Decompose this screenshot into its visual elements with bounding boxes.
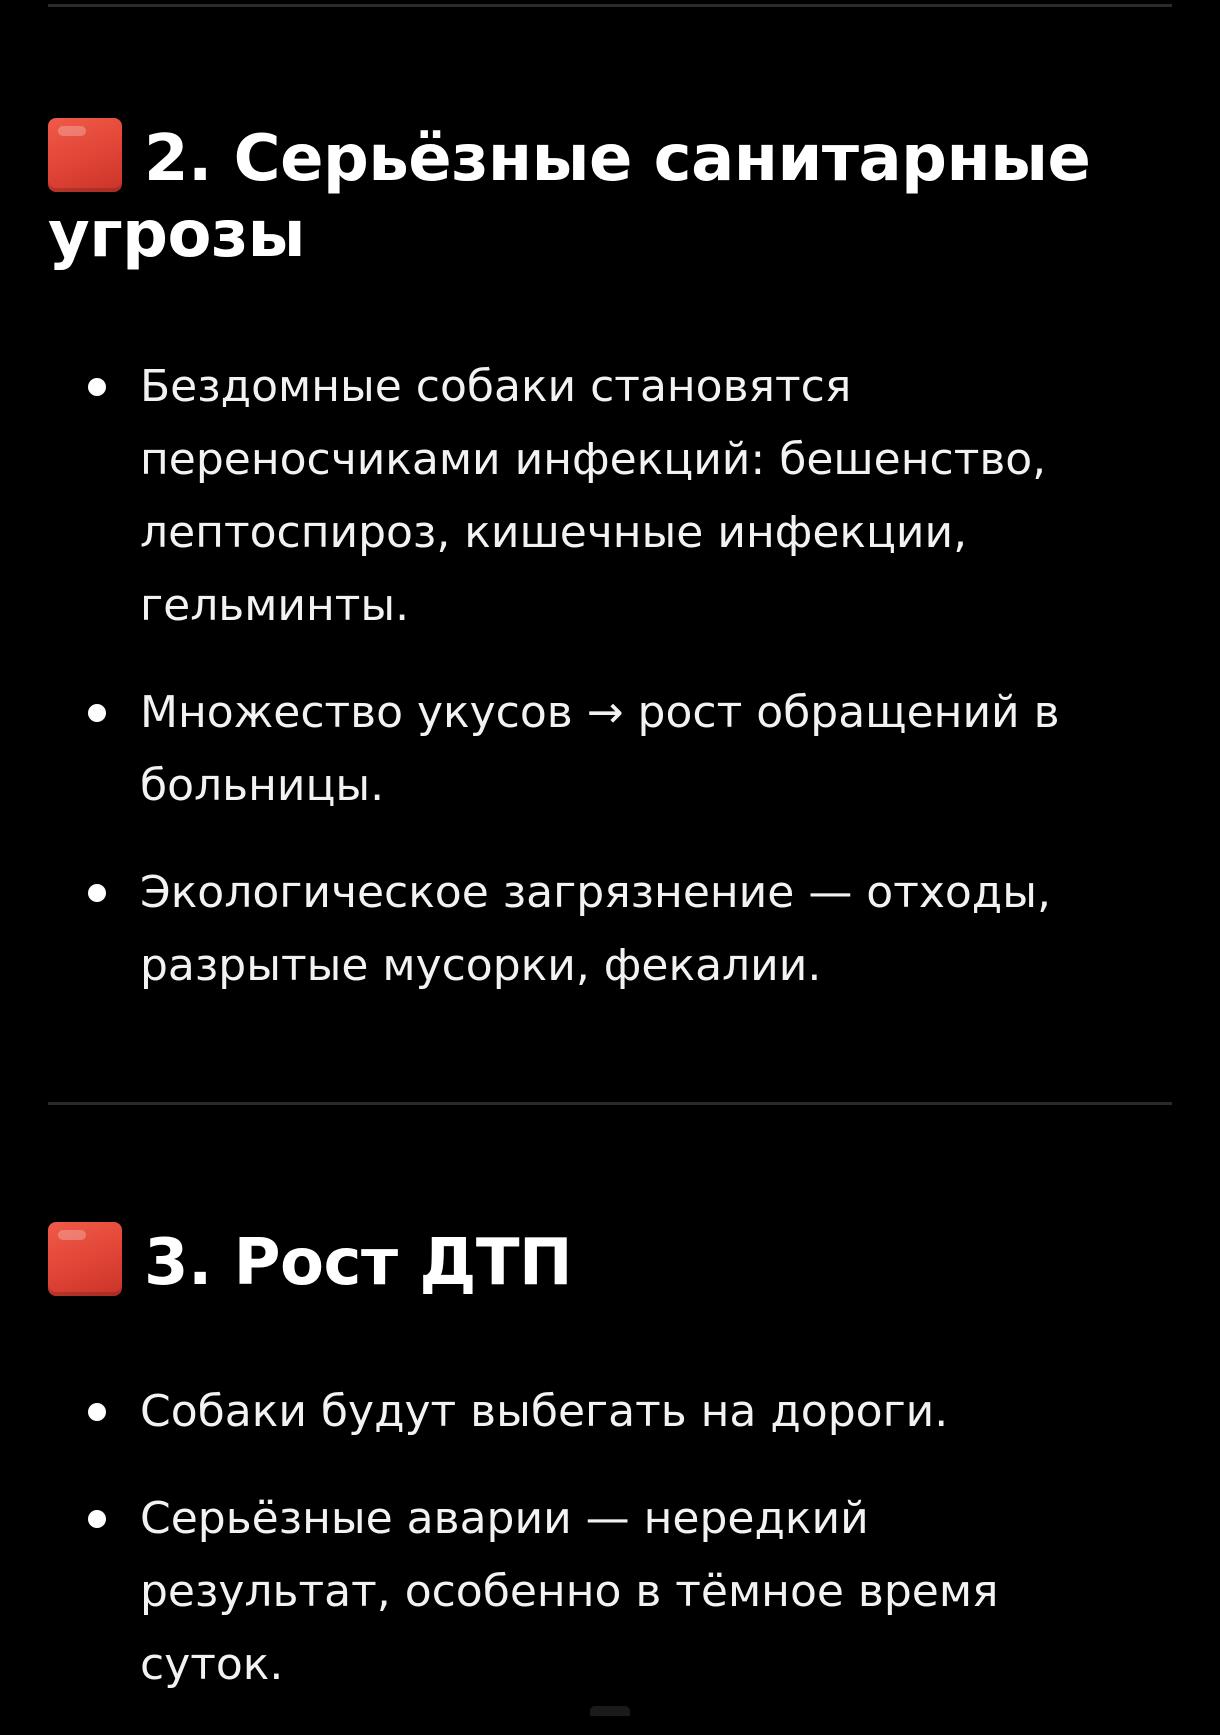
bullet-dot-icon [88, 704, 106, 722]
list-item [0, 856, 1220, 1002]
list-item [0, 350, 1220, 642]
red-square-icon [48, 118, 122, 192]
bullet-list-traffic [0, 1375, 1220, 1735]
list-item-text: Экологическое загрязнение — отходы, разрытые мусорки, фекалии. [140, 867, 1051, 991]
bullet-list-sanitary [0, 350, 1220, 1036]
section-title-text: 3. Рост ДТП [144, 1226, 573, 1300]
section-title-traffic [48, 1222, 1172, 1301]
red-square-icon [48, 1222, 122, 1296]
bullet-dot-icon [88, 1510, 106, 1528]
list-item-text: Множество укусов → рост обращений в больницы. [140, 687, 1060, 811]
list-item-text: Бездомные собаки становятся переносчиками инфекций: бешенство, лептоспироз, кишечные инфекции, гельминты. [140, 361, 1047, 631]
bullet-dot-icon [88, 378, 106, 396]
section-title-sanitary [48, 118, 1172, 273]
list-item-text: Собаки будут выбегать на дороги. [140, 1386, 949, 1437]
scroll-indicator [590, 1706, 630, 1716]
list-item-text: Серьёзные аварии — нередкий результат, особенно в тёмное время суток. [140, 1493, 999, 1690]
top-divider [48, 4, 1172, 7]
bullet-dot-icon [88, 884, 106, 902]
section-title-text: 2. Серьёзные санитарные угрозы [48, 122, 1091, 272]
list-item [0, 1482, 1220, 1701]
list-item [0, 676, 1220, 822]
list-item [0, 1375, 1220, 1448]
section-divider [48, 1102, 1172, 1105]
bullet-dot-icon [88, 1403, 106, 1421]
